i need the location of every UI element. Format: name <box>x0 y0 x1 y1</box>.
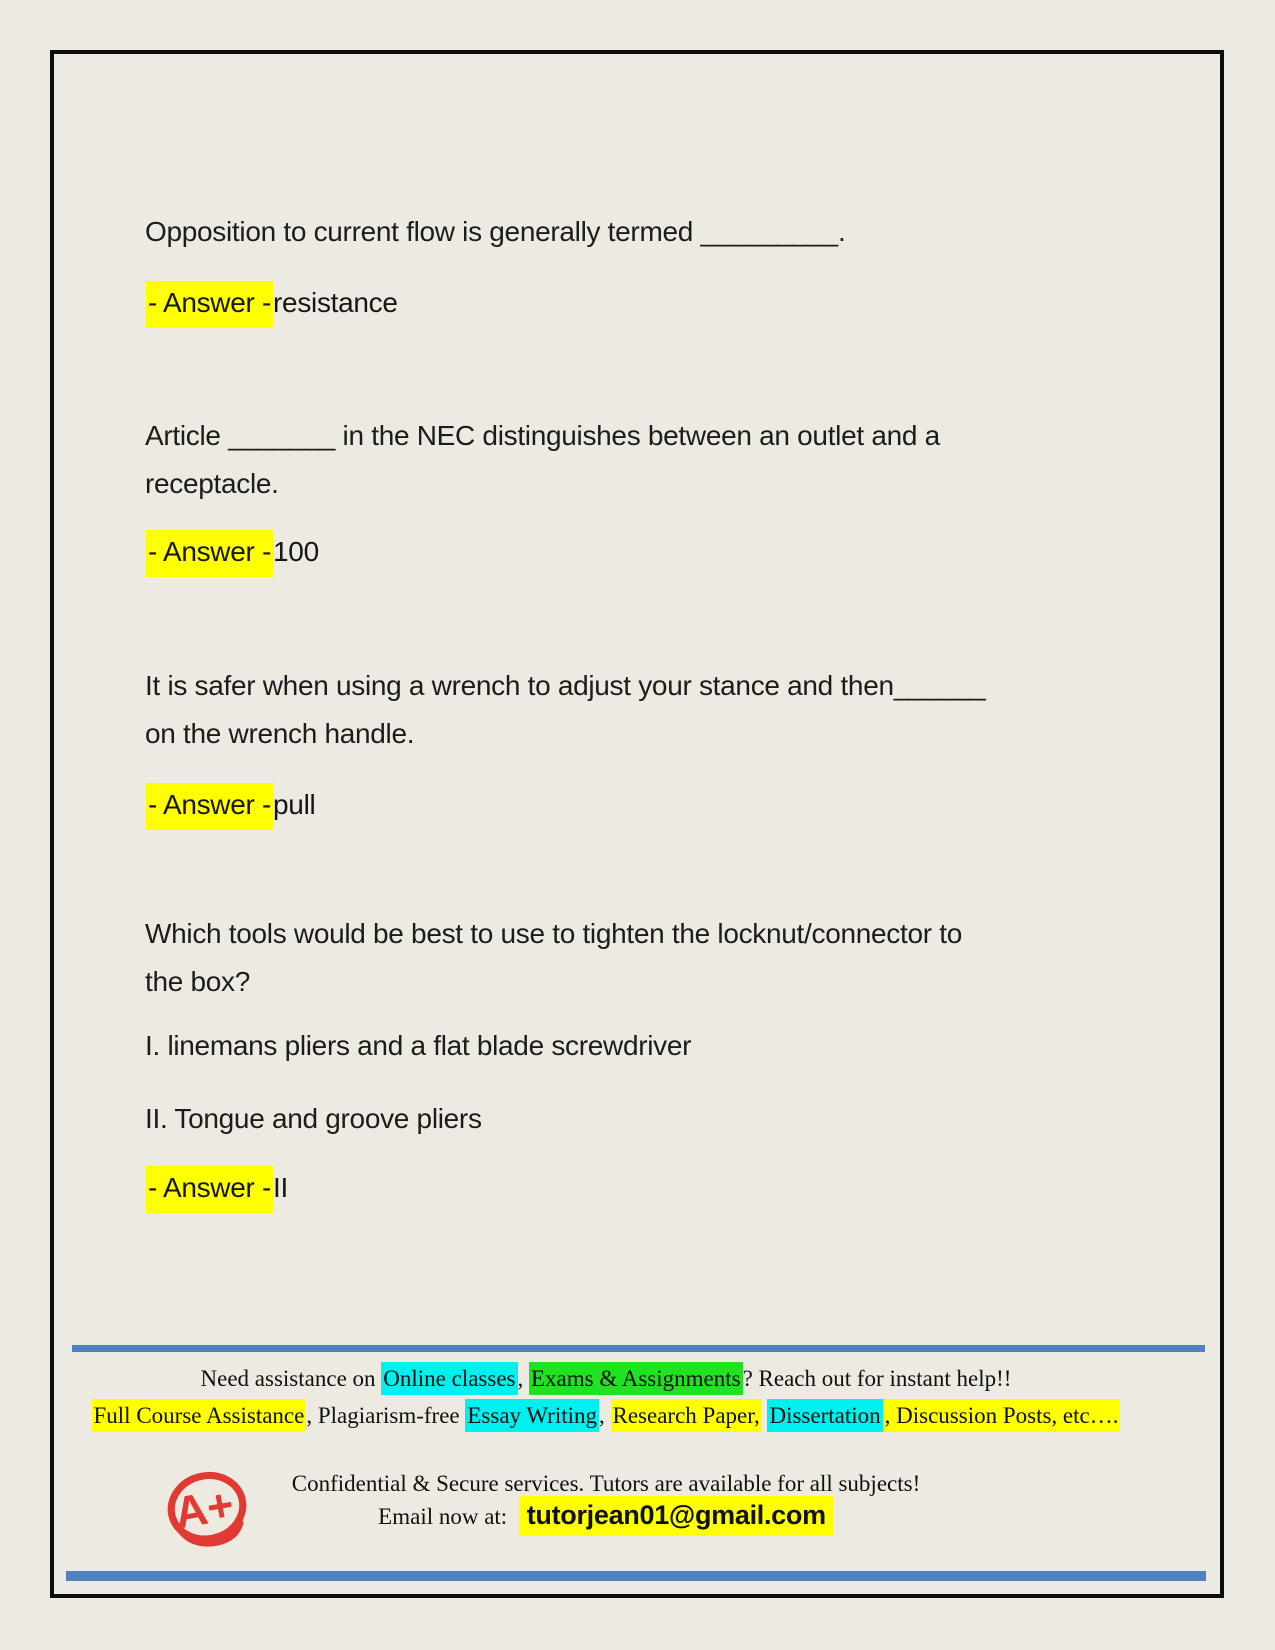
question-1-answer-line <box>146 289 398 317</box>
footer-text-segment: Need assistance on <box>200 1366 382 1391</box>
footer-services-line <box>54 1404 1158 1427</box>
answer-value: II <box>273 1172 288 1203</box>
divider-bar-bottom <box>66 1571 1206 1581</box>
question-2-text-line-2: receptacle. <box>145 468 279 499</box>
question-4-text-line-1: Which tools would be best to use to tighten the locknut/connector to <box>145 918 962 949</box>
footer-highlight-cyan: Online classes <box>381 1362 517 1395</box>
footer-highlight-yellow: Full Course Assistance <box>92 1399 307 1432</box>
question-4-option-1: I. linemans pliers and a flat blade screwdriver <box>145 1030 692 1061</box>
footer-highlight-cyan: Dissertation <box>767 1399 882 1432</box>
divider-bar-top <box>72 1345 1205 1352</box>
answer-label-highlight: - Answer - <box>146 783 273 830</box>
question-4-answer-line <box>146 1174 288 1202</box>
a-plus-logo-text: A+ <box>170 1478 238 1539</box>
question-3-text-line-1: It is safer when using a wrench to adjust your stance and then______ <box>145 670 986 701</box>
footer-highlight-yellow: Research Paper, <box>611 1399 762 1432</box>
answer-value: pull <box>273 789 316 820</box>
answer-value: resistance <box>273 287 398 318</box>
email-label: Email now at: <box>378 1504 508 1529</box>
answer-label-highlight: - Answer - <box>146 281 273 328</box>
footer-text-segment: , Plagiarism-free <box>306 1403 466 1428</box>
footer-highlight-cyan: Essay Writing <box>465 1399 599 1432</box>
footer-highlight-green: Exams & Assignments <box>529 1362 743 1395</box>
footer-help-line <box>54 1367 1158 1390</box>
question-2-answer-line <box>146 538 319 566</box>
answer-label-highlight: - Answer - <box>146 1166 273 1213</box>
footer-text-segment: , <box>599 1403 611 1428</box>
question-3-text-line-2: on the wrench handle. <box>145 718 415 749</box>
question-4-text-line-2: the box? <box>145 966 251 997</box>
answer-label-highlight: - Answer - <box>146 530 273 577</box>
footer-highlight-yellow: , Discussion Posts, etc…. <box>883 1399 1121 1432</box>
question-1-text: Opposition to current flow is generally termed _________. <box>145 216 846 247</box>
answer-value: 100 <box>273 536 319 567</box>
footer-confidential-line: Confidential & Secure services. Tutors are available for all subjects! <box>291 1471 921 1496</box>
email-highlight: tutorjean01@gmail.com <box>519 1496 834 1536</box>
footer-text-segment: , <box>517 1366 529 1391</box>
spacer <box>507 1504 519 1529</box>
question-3-answer-line <box>146 791 315 819</box>
question-2-text-line-1: Article _______ in the NEC distinguishes between an outlet and a <box>145 420 940 451</box>
footer-text-segment: ? Reach out for instant help!! <box>742 1366 1012 1391</box>
a-plus-logo-icon <box>162 1464 252 1556</box>
question-4-option-2: II. Tongue and groove pliers <box>145 1103 482 1134</box>
